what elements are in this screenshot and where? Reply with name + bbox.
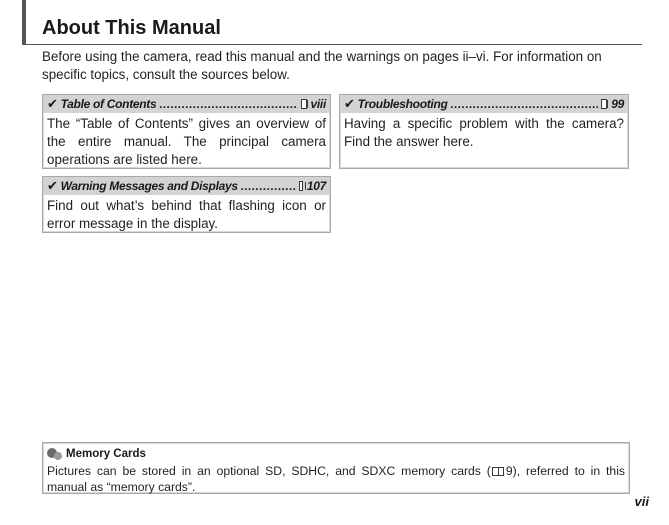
reference-title: Table of Contents bbox=[60, 97, 157, 111]
reference-description: Having a specific problem with the camera? Find the answer here. bbox=[344, 116, 624, 149]
reference-description: The “Table of Contents” gives an overview of the entire manual. The principal camera operations are listed here. bbox=[47, 116, 326, 167]
reference-link-troubleshooting[interactable] bbox=[340, 95, 628, 113]
reference-box-warning-messages bbox=[42, 176, 331, 233]
reference-title: Troubleshooting bbox=[357, 97, 448, 111]
header-accent-bar bbox=[22, 0, 26, 45]
reference-description: Find out what’s behind that flashing icon or error message in the display. bbox=[47, 198, 326, 231]
note-text-start: Pictures can be stored in an optional SD, SDHC, and SDXC memory cards ( bbox=[47, 464, 491, 478]
note-body bbox=[43, 463, 629, 495]
check-icon: ✔ bbox=[47, 178, 58, 193]
intro-paragraph: Before using the camera, read this manual and the warnings on pages ii–vi. For information on specific topics, consult the sources below. bbox=[42, 49, 602, 82]
header-rule bbox=[22, 44, 642, 45]
page-number: vii bbox=[634, 494, 649, 509]
leader-dots bbox=[241, 179, 297, 193]
note-text-end: ), referred to in this manual as “memory cards”. bbox=[47, 464, 625, 494]
reference-title: Warning Messages and Displays bbox=[60, 179, 238, 193]
memo-icon bbox=[47, 448, 64, 461]
check-icon: ✔ bbox=[47, 96, 58, 111]
reference-page: viii bbox=[310, 97, 326, 111]
note-header bbox=[43, 443, 629, 463]
leader-dots bbox=[159, 97, 297, 111]
reference-link-warning-messages[interactable] bbox=[43, 177, 330, 195]
page-title: About This Manual bbox=[42, 17, 221, 39]
book-icon bbox=[301, 99, 307, 109]
note-title: Memory Cards bbox=[66, 448, 146, 460]
note-page-ref[interactable]: 9 bbox=[505, 464, 513, 478]
leader-dots bbox=[451, 97, 599, 111]
check-icon: ✔ bbox=[344, 96, 355, 111]
book-icon bbox=[601, 99, 607, 109]
reference-link-table-of-contents[interactable] bbox=[43, 95, 330, 113]
reference-page: 99 bbox=[611, 97, 624, 111]
reference-box-table-of-contents bbox=[42, 94, 331, 169]
reference-box-troubleshooting bbox=[339, 94, 629, 169]
note-box-memory-cards bbox=[42, 442, 630, 494]
reference-page: 107 bbox=[306, 179, 326, 193]
book-icon bbox=[492, 467, 504, 476]
book-icon bbox=[299, 181, 302, 191]
